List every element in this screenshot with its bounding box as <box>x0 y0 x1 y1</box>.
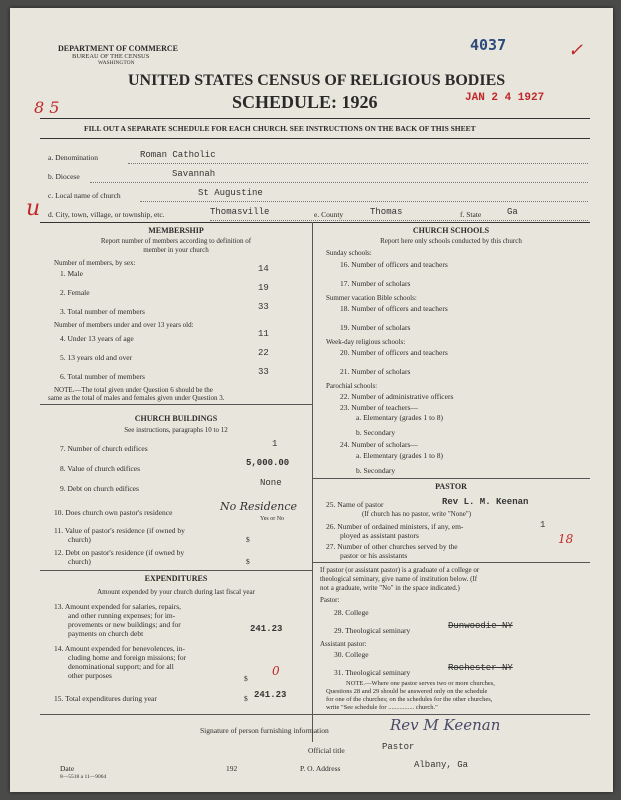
q4-value: 11 <box>258 329 269 339</box>
graduate-note-3: not a graduate, write "No" in the space indicated.) <box>320 584 460 592</box>
q9-label: 9. Debt on church edifices <box>60 484 139 493</box>
buildings-heading: CHURCH BUILDINGS <box>134 414 218 423</box>
q3-label: 3. Total number of members <box>60 307 145 316</box>
q13-label-4: payments on church debt <box>68 629 144 638</box>
q24b-label: b. Secondary <box>356 466 396 475</box>
q12-label-2: church) <box>68 557 91 566</box>
po-address-label: P. O. Address <box>300 764 341 773</box>
schools-heading: CHURCH SCHOOLS <box>412 226 490 235</box>
q28-label: 28. College <box>334 608 369 617</box>
red-u-mark: u <box>26 196 41 221</box>
county-label: e. County <box>314 210 344 219</box>
instruction-banner: FILL OUT A SEPARATE SCHEDULE FOR EACH CHURCH. SEE INSTRUCTIONS ON THE BACK OF THIS SHEET <box>84 124 476 133</box>
q8-value: 5,000.00 <box>246 458 290 468</box>
census-schedule-form <box>10 8 613 792</box>
q14-label-4: other purposes <box>68 671 112 680</box>
sunday-schools-label: Sunday schools: <box>326 249 372 257</box>
q11-label-2: church) <box>68 535 91 544</box>
parochial-schools-label: Parochial schools: <box>326 382 378 390</box>
q16-label: 16. Number of officers and teachers <box>340 260 448 269</box>
q3-value: 33 <box>258 302 269 312</box>
assistant-pastor-label: Assistant pastor: <box>320 640 367 648</box>
pastor-note-4: write "See schedule for ................ church." <box>326 704 438 711</box>
q12-label: 12. Debt on pastor's residence (if owned by <box>54 548 185 557</box>
members-by-sex-label: Number of members, by sex: <box>54 259 136 267</box>
q11-dollar: $ <box>246 535 250 544</box>
q11-label: 11. Value of pastor's residence (if owned by <box>54 526 185 535</box>
official-title-label: Official title <box>308 746 345 755</box>
denomination-label: a. Denomination <box>48 153 98 162</box>
q21-label: 21. Number of scholars <box>340 367 411 376</box>
q25-label: 25. Name of pastor <box>326 500 384 509</box>
date-year: 192 <box>226 764 238 773</box>
q13-label-2: and other running expenses; for im- <box>68 611 176 620</box>
church-name-label: c. Local name of church <box>48 191 121 200</box>
q25-note: (If church has no pastor, write "None") <box>362 510 472 518</box>
pastor-note-2: Questions 28 and 29 should be answered only on the schedule <box>326 688 488 695</box>
graduate-note: If pastor (or assistant pastor) is a graduate of a college or <box>320 566 480 574</box>
q19-label: 19. Number of scholars <box>340 323 411 332</box>
diocese-value: Savannah <box>172 169 216 179</box>
membership-note-2: same as the total of males and females given under Question 3. <box>48 394 225 402</box>
q7-label: 7. Number of church edifices <box>60 444 148 453</box>
city-value: Thomasville <box>210 207 270 217</box>
q1-value: 14 <box>258 264 269 274</box>
q14-label-3: denominational support; and for all <box>68 662 174 671</box>
q12-dollar: $ <box>246 557 250 566</box>
q5-label: 5. 13 years old and over <box>60 353 133 362</box>
date-label: Date <box>60 764 75 773</box>
q29-value: Dunwoodie NY <box>448 621 513 631</box>
city-label: WASHINGTON <box>98 60 135 66</box>
q15-label: 15. Total expenditures during year <box>54 694 157 703</box>
q31-label: 31. Theological seminary <box>334 668 411 677</box>
q10-value: No Residence <box>220 500 298 513</box>
q24-label: 24. Number of scholars— <box>340 440 418 449</box>
q14-label-2: cluding home and foreign missions; for <box>68 653 187 662</box>
q7-value: 1 <box>272 439 278 449</box>
q30-label: 30. College <box>334 650 369 659</box>
q26-value: 1 <box>540 520 546 530</box>
church-name-value: St Augustine <box>198 188 263 198</box>
state-label: f. State <box>460 210 482 219</box>
buildings-sub: See instructions, paragraphs 10 to 12 <box>124 426 228 434</box>
q14-value: 0 <box>272 664 280 678</box>
q23a-label: a. Elementary (grades 1 to 8) <box>356 413 444 422</box>
q9-value: None <box>260 478 282 488</box>
schedule-number: 4037 <box>470 36 507 54</box>
membership-note: NOTE.—The total given under Question 6 should be the <box>54 386 213 394</box>
q13-label-3: provements or new buildings; and for <box>68 620 181 629</box>
q23-label: 23. Number of teachers— <box>340 403 418 412</box>
department-label: DEPARTMENT OF COMMERCE <box>58 44 179 53</box>
denomination-value: Roman Catholic <box>140 150 216 160</box>
state-value: Ga <box>507 207 518 217</box>
city-label: d. City, town, village, or township, etc. <box>48 210 165 219</box>
check-mark: ✓ <box>568 40 584 61</box>
schedule-title: SCHEDULE: 1926 <box>232 92 378 112</box>
q5-value: 22 <box>258 348 269 358</box>
q20-label: 20. Number of officers and teachers <box>340 348 448 357</box>
weekday-schools-label: Week-day religious schools: <box>326 338 406 346</box>
q10-label: 10. Does church own pastor's residence <box>54 508 173 517</box>
pastor-heading: PASTOR <box>435 482 467 491</box>
diocese-label: b. Diocese <box>48 172 80 181</box>
q18-label: 18. Number of officers and teachers <box>340 304 448 313</box>
pastor-label: Pastor: <box>320 596 340 604</box>
form-code: 8—5518 a 11—9064 <box>60 774 107 780</box>
pastor-note-3: for one of the churches; on the schedules for the other churches, <box>326 696 493 703</box>
q26-label-2: ployed as assistant pastors <box>340 531 419 540</box>
q2-value: 19 <box>258 283 269 293</box>
signature-label: Signature of person furnishing information <box>200 726 329 735</box>
membership-intro-2: member in your church <box>143 246 209 254</box>
form-title: UNITED STATES CENSUS OF RELIGIOUS BODIES <box>128 72 506 89</box>
q14-dollar: $ <box>244 674 248 683</box>
q27-label: 27. Number of other churches served by the <box>326 542 458 551</box>
q13-label: 13. Amount expended for salaries, repairs, <box>54 602 182 611</box>
q8-label: 8. Value of church edifices <box>60 464 141 473</box>
q4-label: 4. Under 13 years of age <box>60 334 134 343</box>
q24a-label: a. Elementary (grades 1 to 8) <box>356 451 444 460</box>
yes-or-no-hint: Yes or No <box>260 516 285 522</box>
membership-heading: MEMBERSHIP <box>148 226 204 235</box>
q13-value: 241.23 <box>250 624 283 634</box>
expenditures-sub: Amount expended by your church during last fiscal year <box>97 588 255 596</box>
red-note: 8 5 <box>34 98 60 117</box>
q29-label: 29. Theological seminary <box>334 626 411 635</box>
q15-value: 241.23 <box>254 690 287 700</box>
schools-sub: Report here only schools conducted by this church <box>380 237 522 245</box>
q6-label: 6. Total number of members <box>60 372 145 381</box>
q6-value: 33 <box>258 367 269 377</box>
q27-label-2: pastor or his assistants <box>340 551 408 560</box>
county-value: Thomas <box>370 207 403 217</box>
q14-label: 14. Amount expended for benevolences, in- <box>54 644 186 653</box>
q27-value: 18 <box>558 532 574 546</box>
q31-value: Rochester NY <box>448 663 513 673</box>
received-stamp: JAN 2 4 1927 <box>465 92 545 104</box>
q22-label: 22. Number of administrative officers <box>340 392 454 401</box>
graduate-note-2: theological seminary, give name of institution below. (If <box>320 575 478 583</box>
po-address-value: Albany, Ga <box>414 760 469 770</box>
official-title-value: Pastor <box>382 742 415 752</box>
q1-label: 1. Male <box>60 269 83 278</box>
q25-value: Rev L. M. Keenan <box>442 497 529 507</box>
q26-label: 26. Number of ordained ministers, if any, em- <box>326 522 464 531</box>
members-by-age-label: Number of members under and over 13 years old: <box>54 321 194 329</box>
membership-intro: Report number of members according to definition of <box>100 237 252 245</box>
bureau-label: BUREAU OF THE CENSUS <box>72 53 150 60</box>
signature: Rev M Keenan <box>390 716 501 734</box>
q15-dollar: $ <box>244 694 248 703</box>
q23b-label: b. Secondary <box>356 428 396 437</box>
q2-label: 2. Female <box>60 288 90 297</box>
expenditures-heading: EXPENDITURES <box>144 574 208 583</box>
pastor-note: NOTE.—Where one pastor serves two or more churches, <box>346 680 495 687</box>
q17-label: 17. Number of scholars <box>340 279 411 288</box>
summer-schools-label: Summer vacation Bible schools: <box>326 294 417 302</box>
